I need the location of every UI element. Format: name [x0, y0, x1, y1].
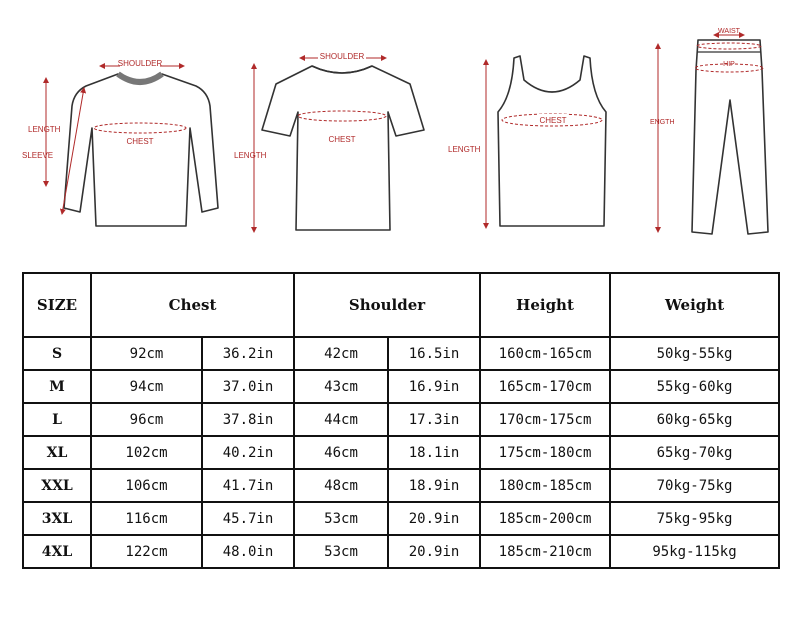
- chest-in-cell: 41.7in: [202, 469, 294, 502]
- chest-header: Chest: [91, 273, 294, 337]
- size-cell: 4XL: [23, 535, 91, 568]
- height-cell: 160cm-165cm: [480, 337, 610, 370]
- weight-cell: 95kg-115kg: [610, 535, 779, 568]
- chest-cm-cell: 122cm: [91, 535, 202, 568]
- shoulder-in-cell: 20.9in: [388, 502, 480, 535]
- shoulder-in-cell: 16.9in: [388, 370, 480, 403]
- chest-cm-cell: 96cm: [91, 403, 202, 436]
- table-row: [23, 337, 779, 370]
- height-cell: 175cm-180cm: [480, 436, 610, 469]
- height-cell: 180cm-185cm: [480, 469, 610, 502]
- shoulder-cm-cell: 48cm: [294, 469, 388, 502]
- size-cell: M: [23, 370, 91, 403]
- chest-cm-cell: 94cm: [91, 370, 202, 403]
- weight-cell: 70kg-75kg: [610, 469, 779, 502]
- tank-chest-label: CHEST: [539, 116, 567, 125]
- sweater-shoulder-label: SHOULDER: [117, 59, 163, 68]
- height-cell: 170cm-175cm: [480, 403, 610, 436]
- chest-in-cell: 40.2in: [202, 436, 294, 469]
- pants-hip-label: HIP: [723, 61, 735, 68]
- weight-header: Weight: [610, 273, 779, 337]
- size-chart-table: [22, 272, 780, 569]
- weight-cell: 65kg-70kg: [610, 436, 779, 469]
- height-cell: 165cm-170cm: [480, 370, 610, 403]
- tshirt-diagram: [234, 51, 424, 232]
- tshirt-length-label: LENGTH: [234, 151, 267, 160]
- table-row: [23, 535, 779, 568]
- size-cell: XXL: [23, 469, 91, 502]
- shoulder-header: Shoulder: [294, 273, 480, 337]
- table-header-row: [23, 273, 779, 337]
- size-cell: 3XL: [23, 502, 91, 535]
- shoulder-cm-cell: 42cm: [294, 337, 388, 370]
- shoulder-cm-cell: 53cm: [294, 502, 388, 535]
- size-header: SIZE: [23, 273, 91, 337]
- chest-in-cell: 48.0in: [202, 535, 294, 568]
- pants-length-label: ENGTH: [650, 119, 675, 126]
- chest-in-cell: 37.0in: [202, 370, 294, 403]
- chest-cm-cell: 102cm: [91, 436, 202, 469]
- size-cell: S: [23, 337, 91, 370]
- shoulder-cm-cell: 43cm: [294, 370, 388, 403]
- shoulder-cm-cell: 44cm: [294, 403, 388, 436]
- chest-cm-cell: 116cm: [91, 502, 202, 535]
- weight-cell: 75kg-95kg: [610, 502, 779, 535]
- sweater-diagram: [22, 58, 218, 226]
- chest-cm-cell: 106cm: [91, 469, 202, 502]
- garment-diagrams: [0, 0, 800, 250]
- table-row: [23, 502, 779, 535]
- shoulder-in-cell: 18.1in: [388, 436, 480, 469]
- height-cell: 185cm-210cm: [480, 535, 610, 568]
- shoulder-cm-cell: 53cm: [294, 535, 388, 568]
- height-cell: 185cm-200cm: [480, 502, 610, 535]
- shoulder-in-cell: 18.9in: [388, 469, 480, 502]
- size-cell: L: [23, 403, 91, 436]
- sweater-sleeve-label: SLEEVE: [22, 151, 54, 160]
- chest-in-cell: 36.2in: [202, 337, 294, 370]
- pants-waist-label: WAIST: [718, 28, 740, 35]
- table-row: [23, 469, 779, 502]
- tshirt-shoulder-label: SHOULDER: [319, 52, 365, 61]
- tshirt-chest-label: CHEST: [328, 135, 356, 144]
- table-row: [23, 403, 779, 436]
- sweater-chest-label: CHEST: [126, 137, 154, 146]
- chest-in-cell: 37.8in: [202, 403, 294, 436]
- tank-diagram: [448, 56, 606, 228]
- shoulder-in-cell: 16.5in: [388, 337, 480, 370]
- chest-cm-cell: 92cm: [91, 337, 202, 370]
- weight-cell: 60kg-65kg: [610, 403, 779, 436]
- weight-cell: 50kg-55kg: [610, 337, 779, 370]
- shoulder-cm-cell: 46cm: [294, 436, 388, 469]
- weight-cell: 55kg-60kg: [610, 370, 779, 403]
- sweater-length-label: LENGTH: [28, 125, 61, 134]
- pants-diagram: [650, 28, 768, 234]
- table-row: [23, 370, 779, 403]
- shoulder-in-cell: 20.9in: [388, 535, 480, 568]
- chest-in-cell: 45.7in: [202, 502, 294, 535]
- shoulder-in-cell: 17.3in: [388, 403, 480, 436]
- tank-length-label: LENGTH: [448, 145, 481, 154]
- height-header: Height: [480, 273, 610, 337]
- table-row: [23, 436, 779, 469]
- size-cell: XL: [23, 436, 91, 469]
